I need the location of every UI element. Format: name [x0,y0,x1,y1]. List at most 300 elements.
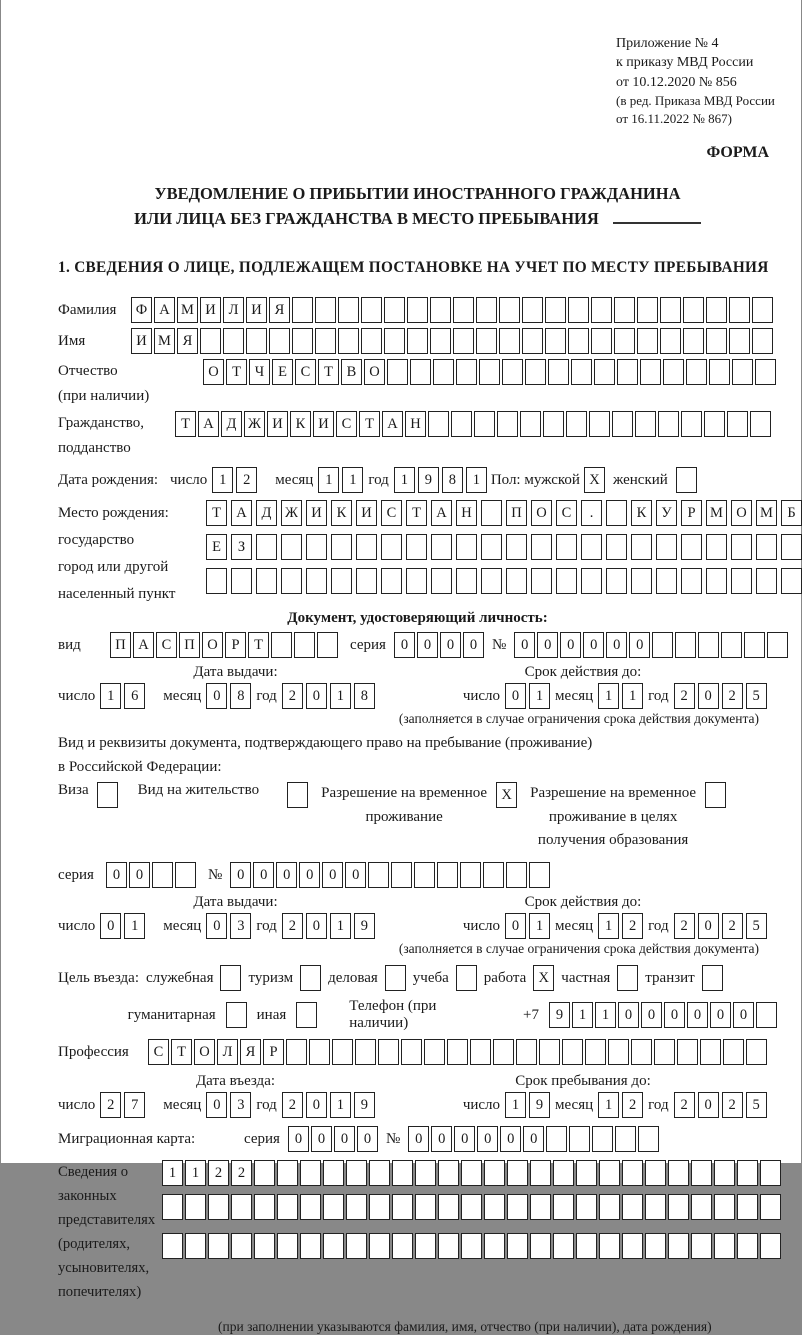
char-box[interactable] [206,568,227,594]
char-box[interactable]: 6 [124,683,145,709]
char-box[interactable] [660,297,681,323]
char-box[interactable]: 1 [505,1092,526,1118]
char-box[interactable] [594,359,615,385]
char-box[interactable]: 1 [394,467,415,493]
char-box[interactable]: 1 [598,683,619,709]
char-box[interactable] [599,1194,620,1220]
char-box[interactable]: 1 [162,1160,183,1186]
char-box[interactable]: 0 [505,913,526,939]
char-box[interactable]: И [200,297,221,323]
char-box[interactable]: Т [248,632,269,658]
char-box[interactable] [346,1194,367,1220]
char-box[interactable]: Т [226,359,247,385]
char-box[interactable] [231,568,252,594]
char-box[interactable]: Ж [244,411,265,437]
char-box[interactable] [545,328,566,354]
char-box[interactable] [292,328,313,354]
char-box[interactable]: 2 [282,683,303,709]
char-box[interactable] [484,1194,505,1220]
char-box[interactable]: 0 [523,1126,544,1152]
char-box[interactable]: 0 [454,1126,475,1152]
char-box[interactable]: 0 [276,862,297,888]
char-box[interactable] [277,1194,298,1220]
char-box[interactable]: А [133,632,154,658]
char-box[interactable] [553,1194,574,1220]
char-box[interactable] [737,1233,758,1259]
char-box[interactable]: 2 [722,683,743,709]
char-box[interactable] [631,568,652,594]
char-box[interactable] [525,359,546,385]
char-box[interactable] [714,1233,735,1259]
char-box[interactable] [392,1233,413,1259]
char-box[interactable] [760,1160,781,1186]
char-box[interactable] [407,328,428,354]
char-box[interactable] [223,328,244,354]
char-box[interactable] [381,534,402,560]
char-box[interactable]: 0 [440,632,461,658]
char-box[interactable]: 1 [598,913,619,939]
char-box[interactable] [767,632,788,658]
char-box[interactable] [729,297,750,323]
char-box[interactable]: С [295,359,316,385]
char-box[interactable] [271,632,292,658]
char-box[interactable]: 2 [622,913,643,939]
char-box[interactable] [654,1039,675,1065]
char-box[interactable] [392,1160,413,1186]
char-box[interactable]: 1 [529,683,550,709]
char-box[interactable] [406,534,427,560]
char-box[interactable] [356,568,377,594]
char-box[interactable] [732,359,753,385]
char-box[interactable]: 0 [710,1002,731,1028]
char-box[interactable] [637,328,658,354]
char-box[interactable] [361,297,382,323]
char-box[interactable] [281,534,302,560]
char-box[interactable]: 1 [330,1092,351,1118]
char-box[interactable]: К [290,411,311,437]
char-box[interactable] [323,1194,344,1220]
char-box[interactable]: 5 [746,913,767,939]
char-box[interactable] [617,359,638,385]
char-box[interactable] [456,359,477,385]
char-box[interactable]: 0 [687,1002,708,1028]
char-box[interactable] [506,568,527,594]
char-box[interactable] [306,568,327,594]
char-box[interactable] [599,1233,620,1259]
char-box[interactable]: И [313,411,334,437]
char-box[interactable] [438,1194,459,1220]
char-box[interactable] [338,297,359,323]
char-box[interactable]: 2 [674,913,695,939]
char-box[interactable]: П [179,632,200,658]
char-box[interactable] [622,1233,643,1259]
char-box[interactable] [507,1194,528,1220]
char-box[interactable] [675,632,696,658]
char-box[interactable]: 0 [306,1092,327,1118]
char-box[interactable]: 5 [746,683,767,709]
char-box[interactable] [431,534,452,560]
char-box[interactable]: Л [217,1039,238,1065]
char-box[interactable]: 3 [230,913,251,939]
char-box[interactable] [406,568,427,594]
char-box[interactable]: Т [206,500,227,526]
char-box[interactable]: 1 [572,1002,593,1028]
char-box[interactable]: С [148,1039,169,1065]
char-box[interactable] [254,1194,275,1220]
char-box[interactable] [387,359,408,385]
char-box[interactable]: 0 [505,683,526,709]
char-box[interactable] [576,1233,597,1259]
char-box[interactable] [723,1039,744,1065]
char-box[interactable]: X [584,467,605,493]
char-box[interactable]: X [533,965,554,991]
char-box[interactable]: Т [406,500,427,526]
char-box[interactable]: 0 [288,1126,309,1152]
char-box[interactable] [568,328,589,354]
char-box[interactable] [781,568,802,594]
char-box[interactable] [208,1233,229,1259]
char-box[interactable] [683,328,704,354]
char-box[interactable] [752,297,773,323]
char-box[interactable] [415,1160,436,1186]
char-box[interactable]: Я [177,328,198,354]
char-box[interactable]: Я [240,1039,261,1065]
char-box[interactable]: Т [318,359,339,385]
char-box[interactable] [456,965,477,991]
char-box[interactable] [698,632,719,658]
char-box[interactable] [539,1039,560,1065]
char-box[interactable] [456,534,477,560]
char-box[interactable]: Ф [131,297,152,323]
char-box[interactable] [530,1233,551,1259]
char-box[interactable] [656,534,677,560]
char-box[interactable]: 1 [185,1160,206,1186]
char-box[interactable] [208,1194,229,1220]
char-box[interactable] [438,1160,459,1186]
char-box[interactable]: 9 [549,1002,570,1028]
char-box[interactable]: В [341,359,362,385]
char-box[interactable] [317,632,338,658]
char-box[interactable]: 1 [212,467,233,493]
char-box[interactable]: И [131,328,152,354]
char-box[interactable] [424,1039,445,1065]
char-box[interactable] [430,328,451,354]
char-box[interactable] [545,297,566,323]
char-box[interactable]: З [231,534,252,560]
char-box[interactable] [612,411,633,437]
char-box[interactable] [721,632,742,658]
char-box[interactable] [591,297,612,323]
char-box[interactable] [300,965,321,991]
char-box[interactable] [714,1194,735,1220]
char-box[interactable] [569,1126,590,1152]
char-box[interactable] [617,965,638,991]
char-box[interactable] [378,1039,399,1065]
char-box[interactable] [638,1126,659,1152]
char-box[interactable]: М [177,297,198,323]
char-box[interactable]: Е [272,359,293,385]
char-box[interactable]: 2 [282,913,303,939]
char-box[interactable]: 0 [206,683,227,709]
char-box[interactable] [456,568,477,594]
char-box[interactable] [706,297,727,323]
char-box[interactable] [453,328,474,354]
char-box[interactable]: 0 [583,632,604,658]
char-box[interactable]: О [731,500,752,526]
char-box[interactable]: 1 [342,467,363,493]
char-box[interactable] [760,1233,781,1259]
char-box[interactable] [652,632,673,658]
char-box[interactable] [676,467,697,493]
char-box[interactable] [591,328,612,354]
char-box[interactable] [497,411,518,437]
char-box[interactable]: 0 [463,632,484,658]
char-box[interactable] [385,965,406,991]
char-box[interactable] [750,411,771,437]
char-box[interactable] [384,328,405,354]
char-box[interactable] [493,1039,514,1065]
char-box[interactable] [589,411,610,437]
char-box[interactable]: Л [223,297,244,323]
char-box[interactable]: А [198,411,219,437]
char-box[interactable]: 0 [537,632,558,658]
char-box[interactable] [522,297,543,323]
char-box[interactable]: 1 [622,683,643,709]
char-box[interactable]: 1 [318,467,339,493]
char-box[interactable] [744,632,765,658]
char-box[interactable]: 0 [311,1126,332,1152]
char-box[interactable]: 1 [124,913,145,939]
char-box[interactable]: 0 [253,862,274,888]
char-box[interactable] [346,1160,367,1186]
char-box[interactable] [606,568,627,594]
char-box[interactable] [686,359,707,385]
char-box[interactable] [369,1194,390,1220]
char-box[interactable] [294,632,315,658]
char-box[interactable] [677,1039,698,1065]
char-box[interactable]: 1 [330,913,351,939]
char-box[interactable] [231,1233,252,1259]
char-box[interactable] [681,568,702,594]
char-box[interactable] [568,297,589,323]
char-box[interactable] [361,328,382,354]
char-box[interactable] [410,359,431,385]
char-box[interactable]: 0 [698,913,719,939]
char-box[interactable]: X [496,782,517,808]
char-box[interactable] [548,359,569,385]
char-box[interactable]: 3 [230,1092,251,1118]
char-box[interactable] [731,568,752,594]
char-box[interactable]: О [202,632,223,658]
char-box[interactable] [704,411,725,437]
char-box[interactable]: 0 [357,1126,378,1152]
char-box[interactable] [691,1160,712,1186]
char-box[interactable]: 0 [206,1092,227,1118]
char-box[interactable]: 0 [100,913,121,939]
char-box[interactable] [507,1160,528,1186]
char-box[interactable]: Р [681,500,702,526]
char-box[interactable]: 0 [206,913,227,939]
char-box[interactable]: 0 [299,862,320,888]
char-box[interactable] [755,359,776,385]
char-box[interactable]: О [194,1039,215,1065]
char-box[interactable]: . [581,500,602,526]
char-box[interactable]: 0 [514,632,535,658]
char-box[interactable] [437,862,458,888]
char-box[interactable] [246,328,267,354]
char-box[interactable]: К [631,500,652,526]
char-box[interactable] [323,1160,344,1186]
char-box[interactable] [706,534,727,560]
char-box[interactable] [315,328,336,354]
char-box[interactable] [200,328,221,354]
char-box[interactable] [737,1194,758,1220]
char-box[interactable] [543,411,564,437]
char-box[interactable]: 0 [306,913,327,939]
char-box[interactable]: Р [263,1039,284,1065]
char-box[interactable]: 0 [606,632,627,658]
char-box[interactable] [756,534,777,560]
char-box[interactable]: П [110,632,131,658]
char-box[interactable] [296,1002,317,1028]
char-box[interactable] [300,1194,321,1220]
char-box[interactable]: Я [269,297,290,323]
char-box[interactable] [581,534,602,560]
char-box[interactable] [175,862,196,888]
char-box[interactable] [640,359,661,385]
char-box[interactable] [401,1039,422,1065]
char-box[interactable] [746,1039,767,1065]
char-box[interactable] [286,1039,307,1065]
char-box[interactable] [585,1039,606,1065]
char-box[interactable]: Т [359,411,380,437]
char-box[interactable]: 0 [408,1126,429,1152]
char-box[interactable] [391,862,412,888]
char-box[interactable] [220,965,241,991]
char-box[interactable] [709,359,730,385]
char-box[interactable]: 2 [622,1092,643,1118]
char-box[interactable] [645,1160,666,1186]
char-box[interactable] [608,1039,629,1065]
char-box[interactable] [756,1002,777,1028]
char-box[interactable]: 8 [442,467,463,493]
char-box[interactable] [556,568,577,594]
char-box[interactable] [226,1002,247,1028]
char-box[interactable] [637,297,658,323]
char-box[interactable]: 0 [345,862,366,888]
char-box[interactable] [756,568,777,594]
char-box[interactable] [506,862,527,888]
char-box[interactable]: А [431,500,452,526]
char-box[interactable]: 5 [746,1092,767,1118]
char-box[interactable] [553,1233,574,1259]
char-box[interactable] [576,1160,597,1186]
char-box[interactable] [571,359,592,385]
char-box[interactable]: 0 [641,1002,662,1028]
char-box[interactable] [615,1126,636,1152]
char-box[interactable] [631,1039,652,1065]
char-box[interactable] [368,862,389,888]
char-box[interactable] [415,1194,436,1220]
char-box[interactable] [502,359,523,385]
char-box[interactable] [162,1233,183,1259]
char-box[interactable] [461,1233,482,1259]
char-box[interactable] [346,1233,367,1259]
char-box[interactable]: 1 [330,683,351,709]
char-box[interactable] [231,1194,252,1220]
char-box[interactable] [476,297,497,323]
char-box[interactable] [483,862,504,888]
char-box[interactable] [461,1160,482,1186]
char-box[interactable]: 0 [629,632,650,658]
char-box[interactable] [700,1039,721,1065]
char-box[interactable]: 2 [722,913,743,939]
char-box[interactable] [356,534,377,560]
char-box[interactable] [479,359,500,385]
char-box[interactable] [355,1039,376,1065]
char-box[interactable]: 2 [674,683,695,709]
char-box[interactable]: 2 [236,467,257,493]
char-box[interactable] [381,568,402,594]
char-box[interactable]: С [556,500,577,526]
char-box[interactable] [152,862,173,888]
char-box[interactable] [451,411,472,437]
char-box[interactable]: 1 [598,1092,619,1118]
char-box[interactable]: К [331,500,352,526]
char-box[interactable] [530,1194,551,1220]
char-box[interactable] [622,1160,643,1186]
char-box[interactable] [392,1194,413,1220]
char-box[interactable] [269,328,290,354]
char-box[interactable]: А [231,500,252,526]
char-box[interactable] [702,965,723,991]
char-box[interactable]: 0 [106,862,127,888]
char-box[interactable]: 0 [698,1092,719,1118]
char-box[interactable] [254,1160,275,1186]
char-box[interactable] [306,534,327,560]
char-box[interactable]: 8 [230,683,251,709]
char-box[interactable] [309,1039,330,1065]
char-box[interactable]: Д [256,500,277,526]
char-box[interactable]: И [246,297,267,323]
char-box[interactable] [681,534,702,560]
char-box[interactable] [562,1039,583,1065]
char-box[interactable] [622,1194,643,1220]
char-box[interactable]: Б [781,500,802,526]
char-box[interactable] [481,500,502,526]
char-box[interactable] [691,1194,712,1220]
char-box[interactable]: 2 [282,1092,303,1118]
char-box[interactable]: 1 [100,683,121,709]
char-box[interactable]: О [364,359,385,385]
char-box[interactable]: 0 [129,862,150,888]
char-box[interactable]: 0 [560,632,581,658]
char-box[interactable] [460,862,481,888]
char-box[interactable] [369,1160,390,1186]
char-box[interactable] [660,328,681,354]
char-box[interactable] [476,328,497,354]
char-box[interactable] [576,1194,597,1220]
char-box[interactable] [531,568,552,594]
char-box[interactable]: 0 [477,1126,498,1152]
char-box[interactable] [668,1160,689,1186]
char-box[interactable] [185,1194,206,1220]
char-box[interactable] [415,1233,436,1259]
char-box[interactable] [645,1233,666,1259]
char-box[interactable] [277,1233,298,1259]
char-box[interactable] [185,1233,206,1259]
char-box[interactable]: Н [405,411,426,437]
